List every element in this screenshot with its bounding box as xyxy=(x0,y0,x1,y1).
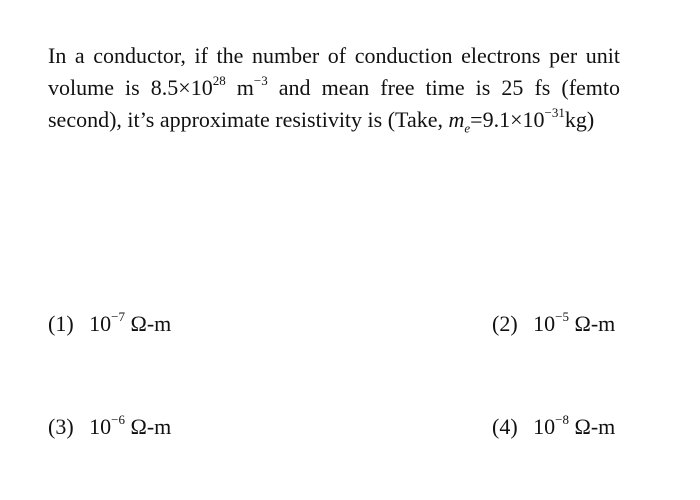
electron-mass-coefficient: =9.1×10 xyxy=(470,107,545,132)
option-unit: Ω-m xyxy=(130,414,172,439)
electron-mass-subscript: e xyxy=(464,120,471,136)
option-number: (2) xyxy=(492,311,518,336)
option-4[interactable] xyxy=(492,413,615,441)
electron-mass-value xyxy=(448,104,595,136)
option-base: 10 xyxy=(89,414,112,439)
electron-density-value xyxy=(150,72,268,100)
option-unit: Ω-m xyxy=(130,311,172,336)
electron-mass-symbol: m xyxy=(448,107,465,132)
option-exponent: −5 xyxy=(555,308,569,324)
option-2[interactable] xyxy=(492,310,615,338)
question-line-3-start: second), it’s approximate resistivity is (Take, xyxy=(48,107,443,132)
option-number: (1) xyxy=(48,311,74,336)
option-3[interactable] xyxy=(48,413,171,441)
option-exponent: −8 xyxy=(555,411,569,427)
electron-density-exponent: 28 xyxy=(212,72,226,88)
option-base: 10 xyxy=(533,414,556,439)
option-unit: Ω-m xyxy=(574,414,616,439)
electron-density-coefficient: 8.5×10 xyxy=(150,75,213,100)
question-text xyxy=(48,40,620,136)
question-line-1: In a conductor, if the number of conduction electrons per unit xyxy=(48,43,620,68)
option-exponent: −7 xyxy=(111,308,125,324)
option-number: (3) xyxy=(48,414,74,439)
electron-density-unit-exponent: −3 xyxy=(253,72,268,88)
option-base: 10 xyxy=(89,311,112,336)
option-1[interactable] xyxy=(48,310,171,338)
option-exponent: −6 xyxy=(111,411,125,427)
question-line-2-start: volume is xyxy=(48,75,140,100)
electron-density-unit: m xyxy=(236,75,254,100)
question-line-3 xyxy=(48,104,620,136)
option-base: 10 xyxy=(533,311,556,336)
option-number: (4) xyxy=(492,414,518,439)
electron-mass-unit: kg) xyxy=(564,107,595,132)
question-line-2 xyxy=(48,72,620,104)
option-unit: Ω-m xyxy=(574,311,616,336)
question-line-2-end: and mean free time is 25 fs (femto xyxy=(278,75,621,100)
electron-mass-exponent: −31 xyxy=(544,104,565,120)
